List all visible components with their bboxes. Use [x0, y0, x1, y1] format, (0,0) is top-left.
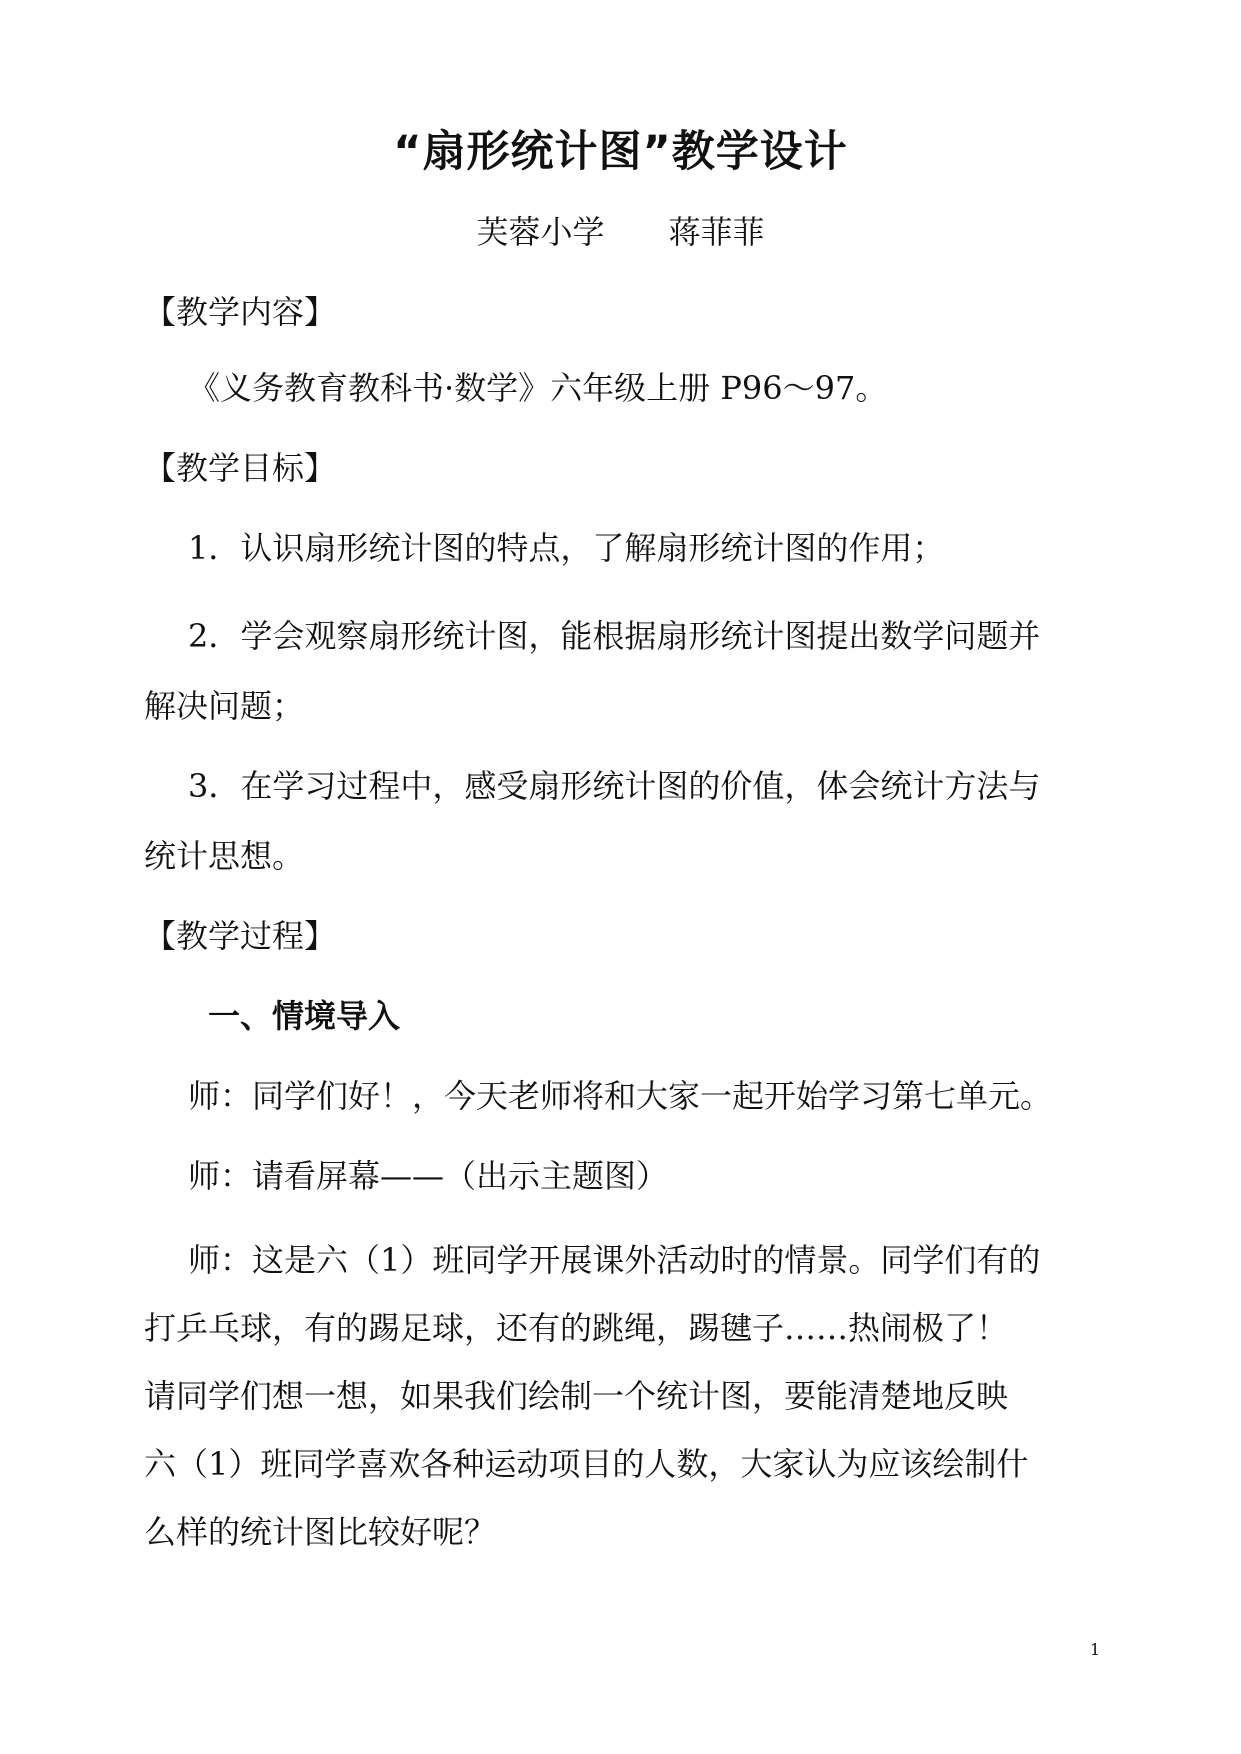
- dialog-line-2: 师：请看屏幕——（出示主题图）: [188, 1157, 669, 1195]
- content-text: 《义务教育教科书·数学》六年级上册 P96～97。: [188, 369, 888, 407]
- author-line: [0, 210, 1241, 254]
- section-label-content: 【教学内容】: [144, 293, 337, 331]
- goal-item-3-line-1: 3．在学习过程中，感受扇形统计图的价值，体会统计方法与: [188, 767, 1041, 805]
- dialog-paragraph-line-3: 请同学们想一想，如果我们绘制一个统计图，要能清楚地反映: [144, 1377, 1009, 1415]
- author-name: 蒋菲菲: [668, 213, 765, 251]
- dialog-paragraph-line-1: 师：这是六（1）班同学开展课外活动时的情景。同学们有的: [188, 1241, 1041, 1279]
- goal-item-2-line-1: 2．学会观察扇形统计图，能根据扇形统计图提出数学问题并: [188, 617, 1041, 655]
- dialog-paragraph-line-5: 么样的统计图比较好呢？: [144, 1513, 497, 1551]
- goal-item-3-line-2: 统计思想。: [144, 837, 305, 875]
- goal-item-2-line-2: 解决问题；: [144, 687, 305, 725]
- dialog-line-1: 师：同学们好！，今天老师将和大家一起开始学习第七单元。: [188, 1077, 1053, 1115]
- page-number: 1: [1090, 1640, 1101, 1659]
- section-label-goals: 【教学目标】: [144, 449, 337, 487]
- part-heading-intro: 一、情境导入: [208, 997, 401, 1035]
- document-title: “扇形统计图”教学设计: [393, 127, 848, 177]
- dialog-paragraph-line-4: 六（1）班同学喜欢各种运动项目的人数，大家认为应该绘制什: [144, 1445, 1029, 1483]
- goal-item-1: 1．认识扇形统计图的特点，了解扇形统计图的作用；: [188, 529, 945, 567]
- school-name: 芙蓉小学: [476, 213, 605, 251]
- dialog-paragraph-line-2: 打乒乓球，有的踢足球，还有的跳绳，踢毽子……热闹极了！: [144, 1309, 1009, 1347]
- section-label-process: 【教学过程】: [144, 917, 337, 955]
